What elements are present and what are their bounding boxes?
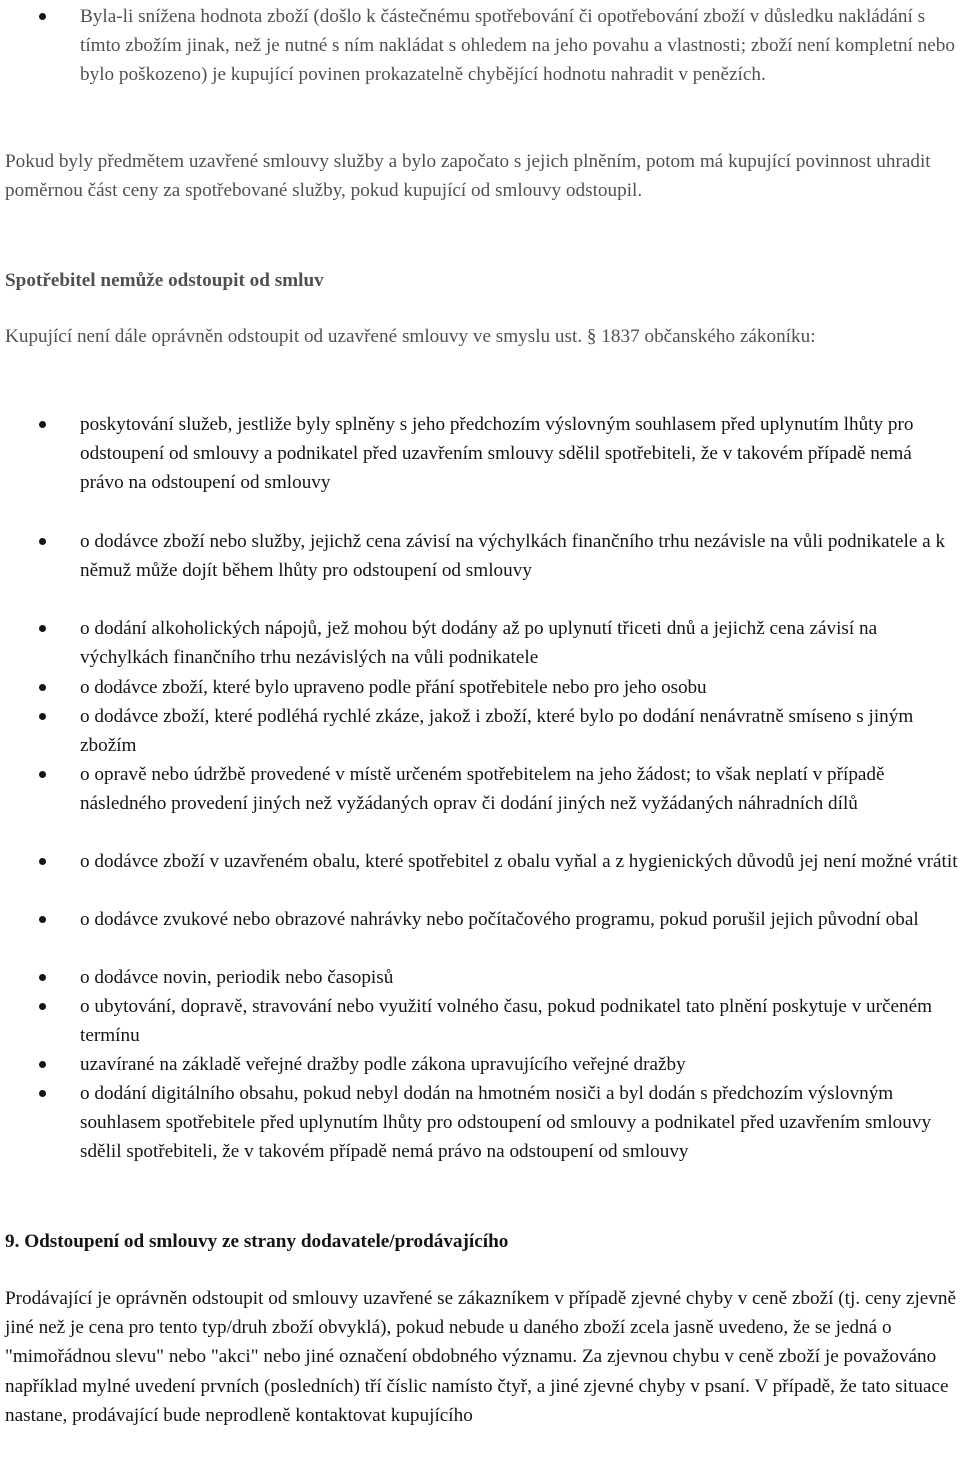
services-paragraph-text: Pokud byly předmětem uzavřené smlouvy služby a bylo započato s jejich plněním, potom má kupující povinnost uhradit poměrnou část ceny za spotřebované služby, pokud kupující od smlouvy odstoupil. (5, 151, 931, 202)
exception-text: o dodání digitálního obsahu, pokud nebyl dodán na hmotném nosiči a byl dodán s předchozím výslovným souhlasem spotřebitele před uplynutím lhůty pro odstoupení od smlouvy a podnikatel před uzavřením smlouvy sdělil spotřebiteli, že v takovém případě nemá právo na odstoupení od smlouvy (80, 1083, 932, 1163)
exception-text: uzavírané na základě veřejné dražby podle zákona upravujícího veřejné dražby (80, 1054, 686, 1075)
section9-heading: 9. Odstoupení od smlouvy ze strany dodavatele/prodávajícího (5, 1231, 509, 1252)
exception-item (80, 1050, 960, 1079)
exception-item (80, 614, 960, 672)
intro-bullet-text: Byla-li snížena hodnota zboží (došlo k částečnému spotřebování či opotřebování zboží v důsledku nakládání s tímto zbožím jinak, než je nutné s ním nakládat s ohledem na jeho povahu a vlastnosti; zboží není kompletní nebo bylo poškozeno) je kupující povinen prokazatelně chybějící hodnotu nahradit v penězích. (80, 6, 955, 86)
exception-item (80, 673, 960, 702)
exception-item (80, 760, 960, 818)
exception-text: o dodávce zboží, které bylo upraveno podle přání spotřebitele nebo pro jeho osobu (80, 677, 707, 698)
exception-item (80, 992, 960, 1050)
exception-text: o dodání alkoholických nápojů, jež mohou být dodány až po uplynutí třiceti dnů a jejichž cena závisí na výchylkách finančního trhu nezávislých na vůli podnikatele (80, 618, 878, 669)
exception-item (80, 527, 960, 585)
exception-item (80, 410, 960, 498)
exception-item (80, 847, 960, 876)
exception-text: o dodávce zboží nebo služby, jejichž cena závisí na výchylkách finančního trhu nezávisle na vůli podnikatele a k němuž může dojít během lhůty pro odstoupení od smlouvy (80, 531, 946, 582)
exception-text: o ubytování, dopravě, stravování nebo využití volného času, pokud podnikatel tato plnění poskytuje v určeném termínu (80, 996, 933, 1047)
no-withdrawal-intro: Kupující není dále oprávněn odstoupit od uzavřené smlouvy ve smyslu ust. § 1837 občanského zákoníku: (5, 326, 816, 347)
section9-paragraph: Prodávající je oprávněn odstoupit od smlouvy uzavřené se zákazníkem v případě zjevné chyby v ceně zboží (tj. ceny zjevně jiné než je cena pro tento typ/druh zboží obvyklá), pokud nebude u daného zboží zcela jasně uvedeno, že se jedná o "mimořádnou slevu" nebo "akci" nebo jiné označení obdobného významu. Za zjevnou chybu v ceně zboží je považováno například mylné uvedení prvních (posledních) tří číslic namísto čtyř, a jiné zjevné chyby v psaní. V případě, že tato situace nastane, prodávající bude neprodleně kontaktovat kupujícího (5, 1288, 957, 1426)
exception-text: o dodávce zvukové nebo obrazové nahrávky nebo počítačového programu, pokud porušil jejich původní obal (80, 909, 919, 930)
services-paragraph (5, 147, 960, 205)
exception-text: o dodávce zboží, které podléhá rychlé zkáze, jakož i zboží, které bylo po dodání nenávratně smíseno s jiným zbožím (80, 706, 914, 757)
exception-item (80, 1079, 960, 1167)
exception-text: poskytování služeb, jestliže byly splněny s jeho předchozím výslovným souhlasem před uplynutím lhůty pro odstoupení od smlouvy a podnikatel před uzavřením smlouvy sdělil spotřebiteli, že v takovém případě nemá právo na odstoupení od smlouvy (80, 414, 914, 494)
exception-text: o dodávce zboží v uzavřeném obalu, které spotřebitel z obalu vyňal a z hygienických důvodů jej není možné vrátit (80, 851, 958, 872)
intro-bullet-item (80, 2, 960, 90)
exception-item (80, 905, 960, 934)
exception-text: o opravě nebo údržbě provedené v místě určeném spotřebitelem na jeho žádost; to však neplatí v případě následného provedení jiných než vyžádaných oprav či dodání jiných než vyžádaných náhradních dílů (80, 764, 885, 815)
heading-no-withdrawal: Spotřebitel nemůže odstoupit od smluv (5, 270, 324, 291)
exception-item (80, 963, 960, 992)
exception-item (80, 702, 960, 760)
exception-text: o dodávce novin, periodik nebo časopisů (80, 967, 394, 988)
